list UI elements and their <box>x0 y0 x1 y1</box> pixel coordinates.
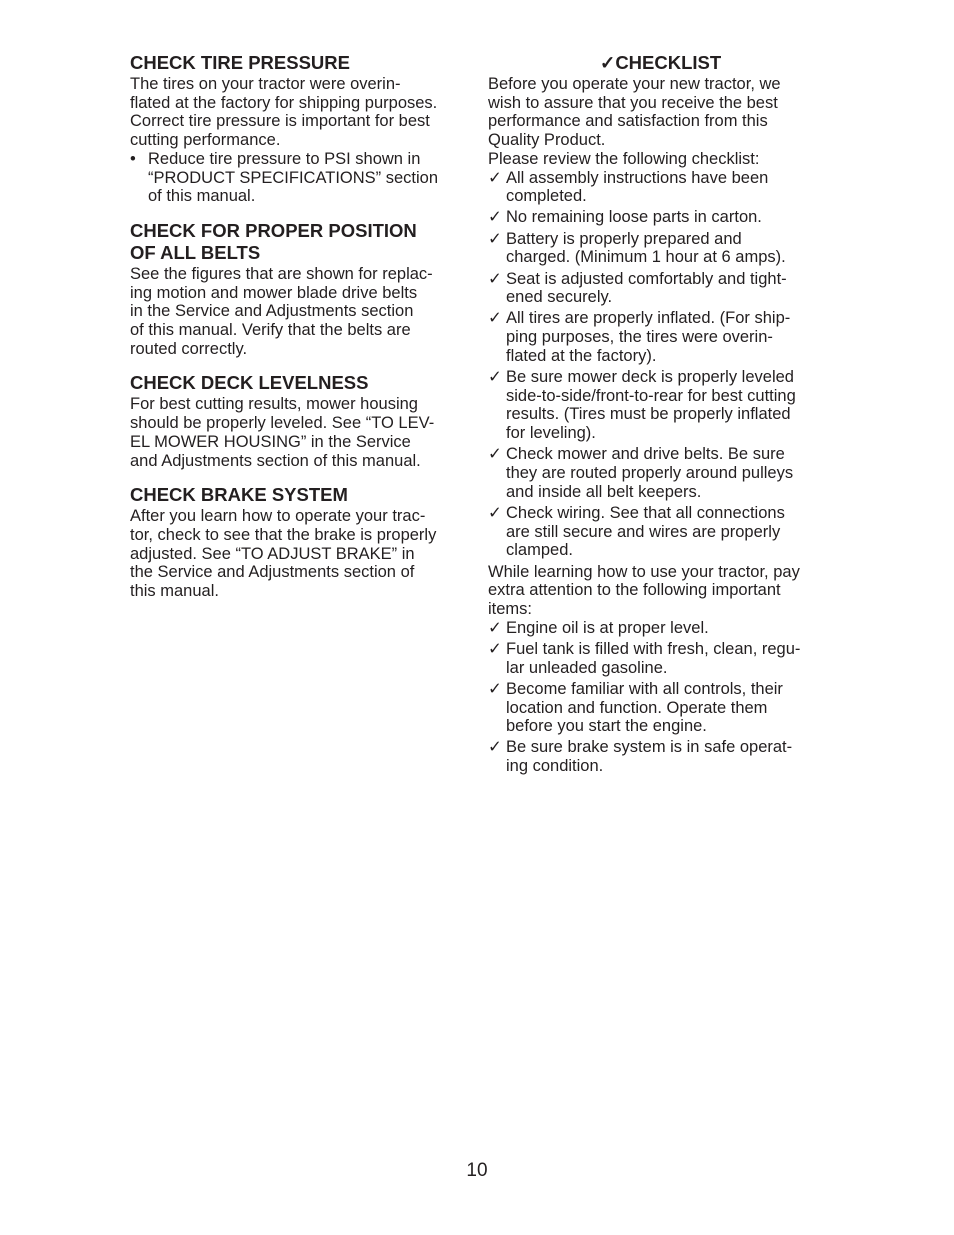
page-number: 10 <box>466 1160 488 1181</box>
check-mark-icon: ✓ <box>488 269 502 288</box>
check-mark-icon: ✓ <box>488 309 502 328</box>
checklist-item: ✓ All assembly instructions have been completed. <box>488 168 769 206</box>
deck-levelness-text: For best cutting results, mower housing should be properly leveled. See “TO LEV- EL MOWER HOUSING” in the Service and Adjustments section of this manual. <box>130 395 435 470</box>
brake-system-heading: CHECK BRAKE SYSTEM <box>130 484 348 506</box>
checklist-intro: Before you operate your new tractor, we wish to assure that you receive the best performance and satisfaction from this Quality Product. Please review the following checklist: <box>488 75 781 168</box>
check-mark-icon: ✓ <box>488 618 502 637</box>
checklist-item: ✓ Check wiring. See that all connections are still secure and wires are properly clamped. <box>488 503 785 560</box>
important-item: ✓ Be sure brake system is in safe operat- ing condition. <box>488 738 793 776</box>
check-mark-icon: ✓ <box>488 208 502 227</box>
checklist-item: ✓ Be sure mower deck is properly leveled side-to-side/front-to-rear for best cutting results. (Tires must be properly inflated for leveling). <box>488 368 796 443</box>
important-items-list <box>488 619 833 776</box>
tire-pressure-bullet: • Reduce tire pressure to PSI shown in “PRODUCT SPECIFICATIONS” section of this manual. <box>130 149 439 206</box>
checklist-item: ✓ Battery is properly prepared and charged. (Minimum 1 hour at 6 amps). <box>488 229 786 267</box>
checklist-item: ✓ All tires are properly inflated. (For ship- ping purposes, the tires were overin- flated at the factory). <box>488 309 791 365</box>
right-column <box>488 52 833 778</box>
important-item: ✓ Fuel tank is filled with fresh, clean, regu- lar unleaded gasoline. <box>488 639 801 677</box>
check-mark-icon: ✓ <box>488 368 502 387</box>
left-column <box>130 52 470 601</box>
check-mark-icon: ✓ <box>488 168 502 187</box>
check-mark-icon: ✓ <box>488 738 502 757</box>
belts-heading: CHECK FOR PROPER POSITION OF ALL BELTS <box>130 219 417 263</box>
check-mark-icon: ✓ <box>488 445 502 464</box>
check-mark-icon: ✓ <box>488 639 502 658</box>
checklist-item: ✓ Check mower and drive belts. Be sure they are routed properly around pulleys and inside all belt keepers. <box>488 445 794 501</box>
check-mark-icon: ✓ <box>488 679 502 698</box>
deck-levelness-heading: CHECK DECK LEVELNESS <box>130 372 369 394</box>
checklist <box>488 169 833 561</box>
checklist-item: ✓ Seat is adjusted comfortably and tight- ened securely. <box>488 269 787 307</box>
bullet-mark: • <box>130 149 136 168</box>
important-item: ✓ Become familiar with all controls, their location and function. Operate them before you start the engine. <box>488 679 783 736</box>
brake-system-text: After you learn how to operate your trac- tor, check to see that the brake is properly adjusted. See “TO ADJUST BRAKE” in the Service and Adjustments section of this manual. <box>130 507 437 601</box>
checklist-item: ✓ No remaining loose parts in carton. <box>488 208 762 227</box>
important-item: ✓ Engine oil is at proper level. <box>488 618 709 637</box>
checklist-heading: ✓CHECKLIST <box>599 52 722 73</box>
checklist-middle-text: While learning how to use your tractor, pay extra attention to the following important items: <box>488 562 800 618</box>
belts-text: See the figures that are shown for replac- ing motion and mower blade drive belts in the Service and Adjustments section of this manual. Verify that the belts are routed correctly. <box>130 264 433 358</box>
tire-pressure-heading: CHECK TIRE PRESSURE <box>130 52 350 73</box>
check-mark-icon: ✓ <box>488 503 502 522</box>
tire-pressure-text: The tires on your tractor were overin- flated at the factory for shipping purposes. Correct tire pressure is important for best cutting performance. <box>130 75 438 150</box>
check-mark-icon: ✓ <box>488 229 502 248</box>
